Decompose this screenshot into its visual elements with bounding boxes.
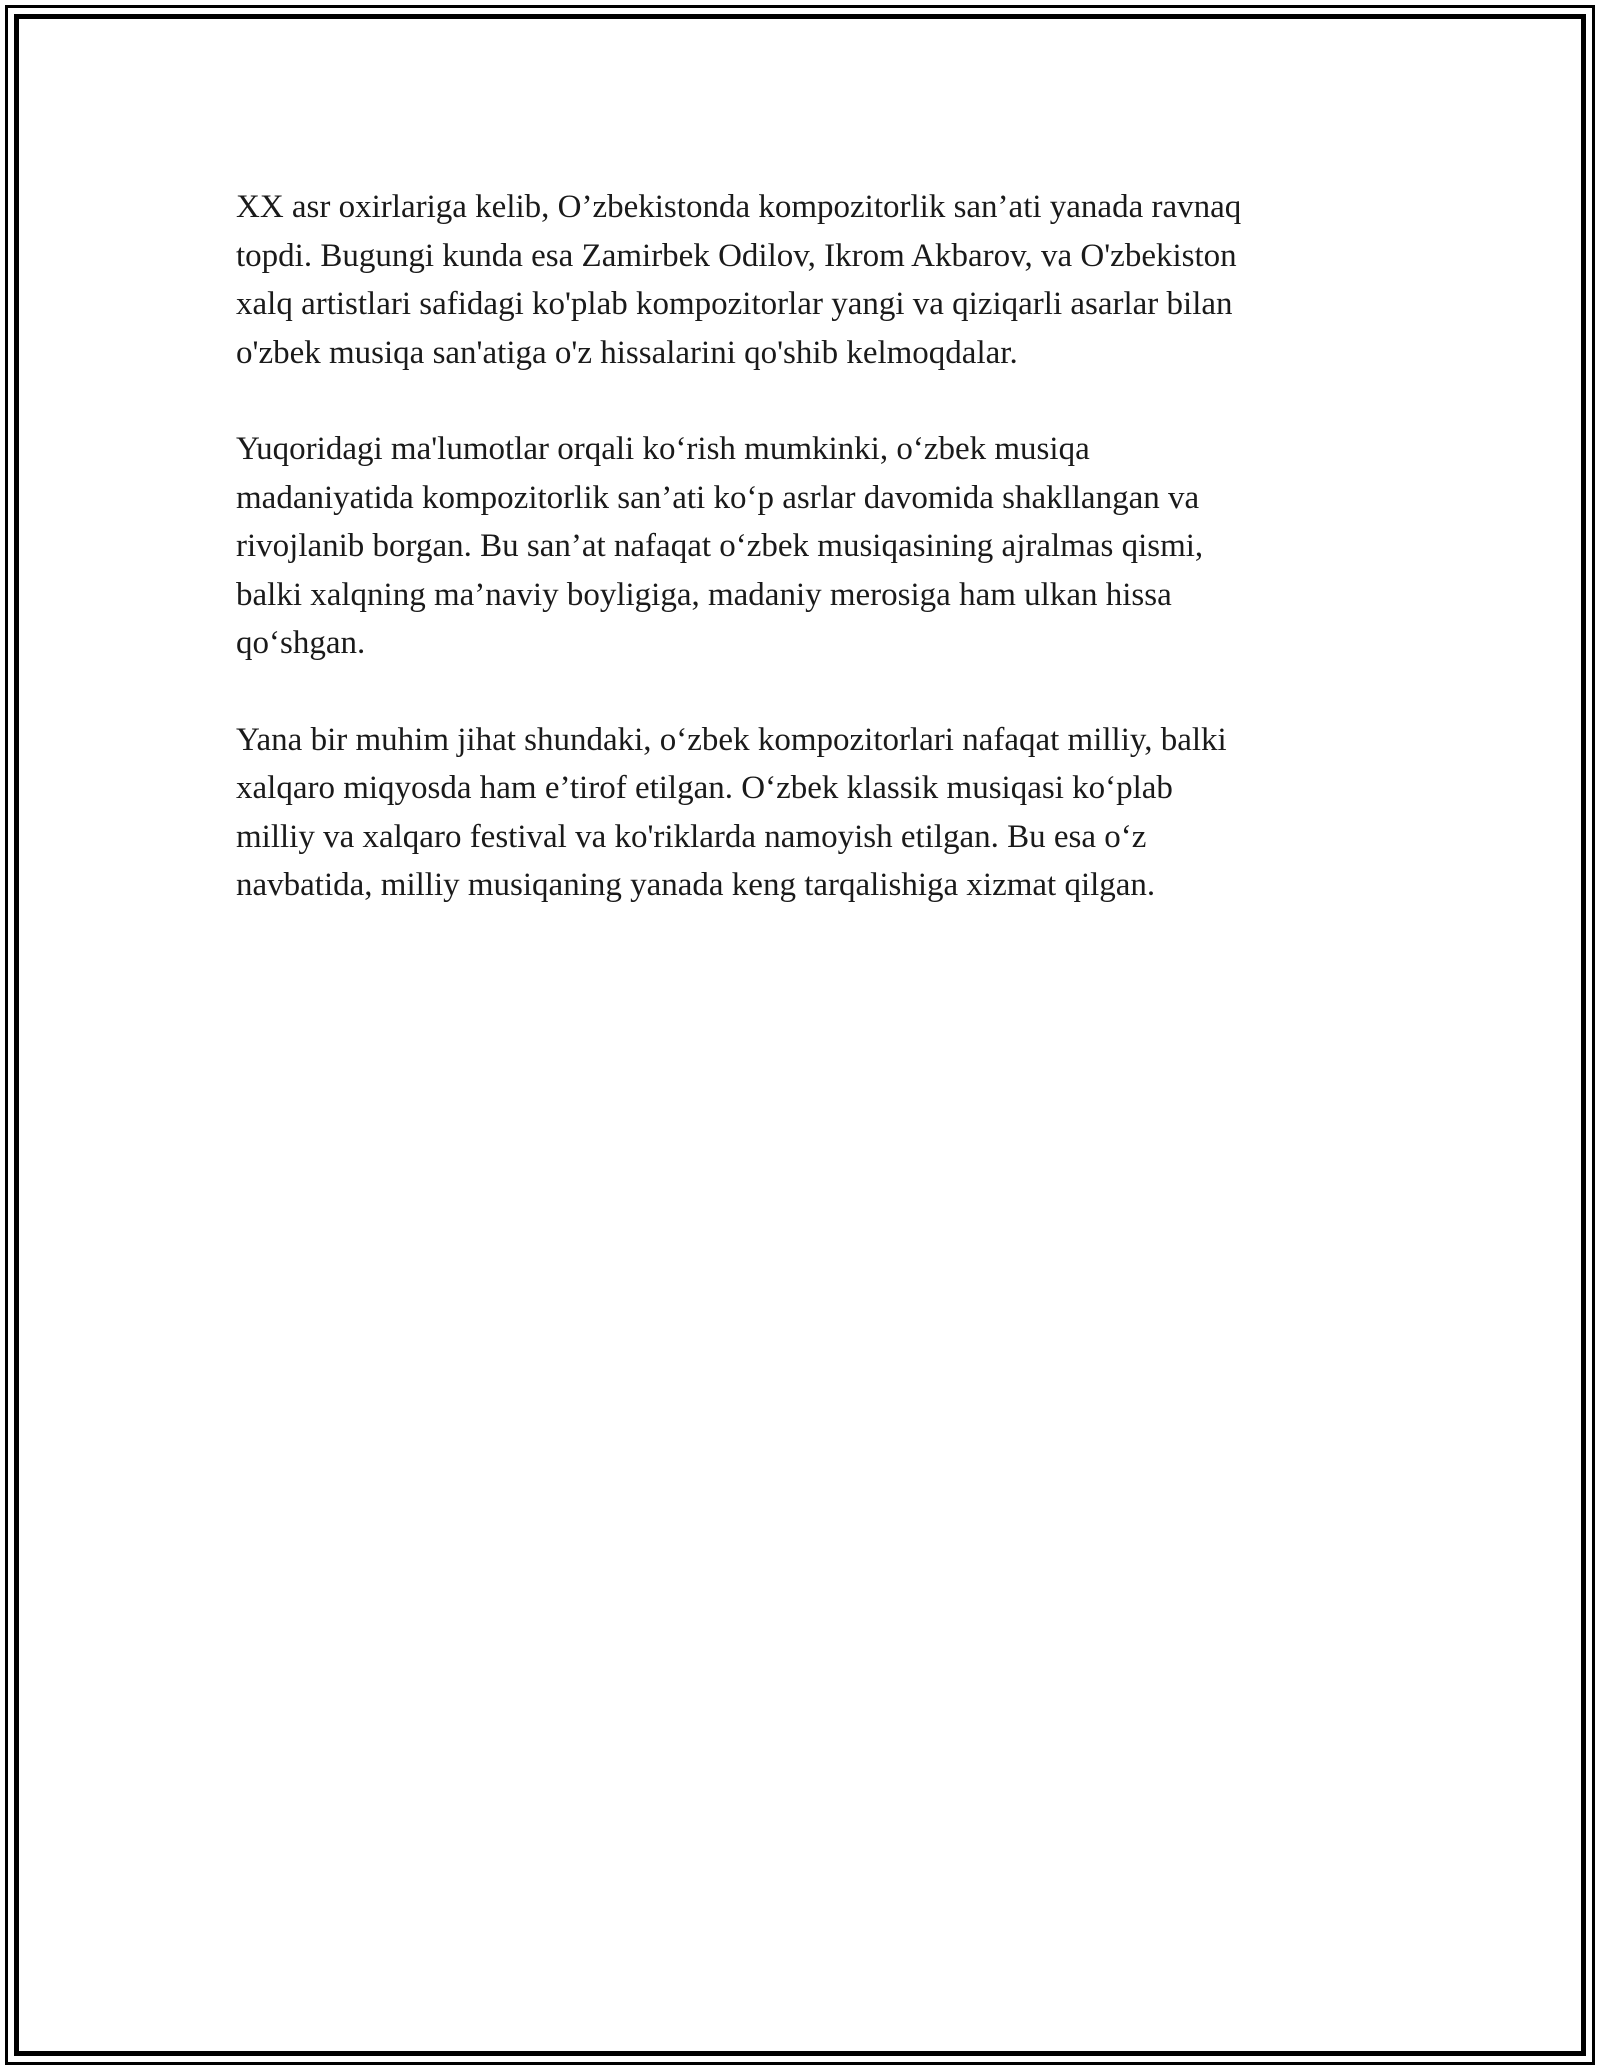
paragraph-3: Yana bir muhim jihat shundaki, o‘zbek kompozitorlari nafaqat milliy, balki xalqaro miqyosda ham e’tirof etilgan. O‘zbek klassik musiqasi ko‘plab milliy va xalqaro festival va ko'riklarda namoyish etilgan. Bu esa o‘z navbatida, milliy musiqaning yanada keng tarqalishiga xizmat qilgan. — [236, 721, 1227, 903]
document-body — [236, 183, 1366, 910]
paragraph-1: XX asr oxirlariga kelib, O’zbekistonda kompozitorlik san’ati yanada ravnaq topdi. Bugungi kunda esa Zamirbek Odilov, Ikrom Akbarov, va O'zbekiston xalq artistlari safidagi ko'plab kompozitorlar yangi va qiziqarli asarlar bilan o'zbek musiqa san'atiga o'z hissalarini qo'shib kelmoqdalar. — [236, 189, 1242, 371]
paragraph-2: Yuqoridagi ma'lumotlar orqali ko‘rish mumkinki, o‘zbek musiqa madaniyatida kompozitorlik san’ati ko‘p asrlar davomida shakllangan va rivojlanib borgan. Bu san’at nafaqat o‘zbek musiqasining ajralmas qismi, balki xalqning ma’naviy boyligiga, madaniy merosiga ham ulkan hissa qo‘shgan. — [236, 431, 1204, 661]
